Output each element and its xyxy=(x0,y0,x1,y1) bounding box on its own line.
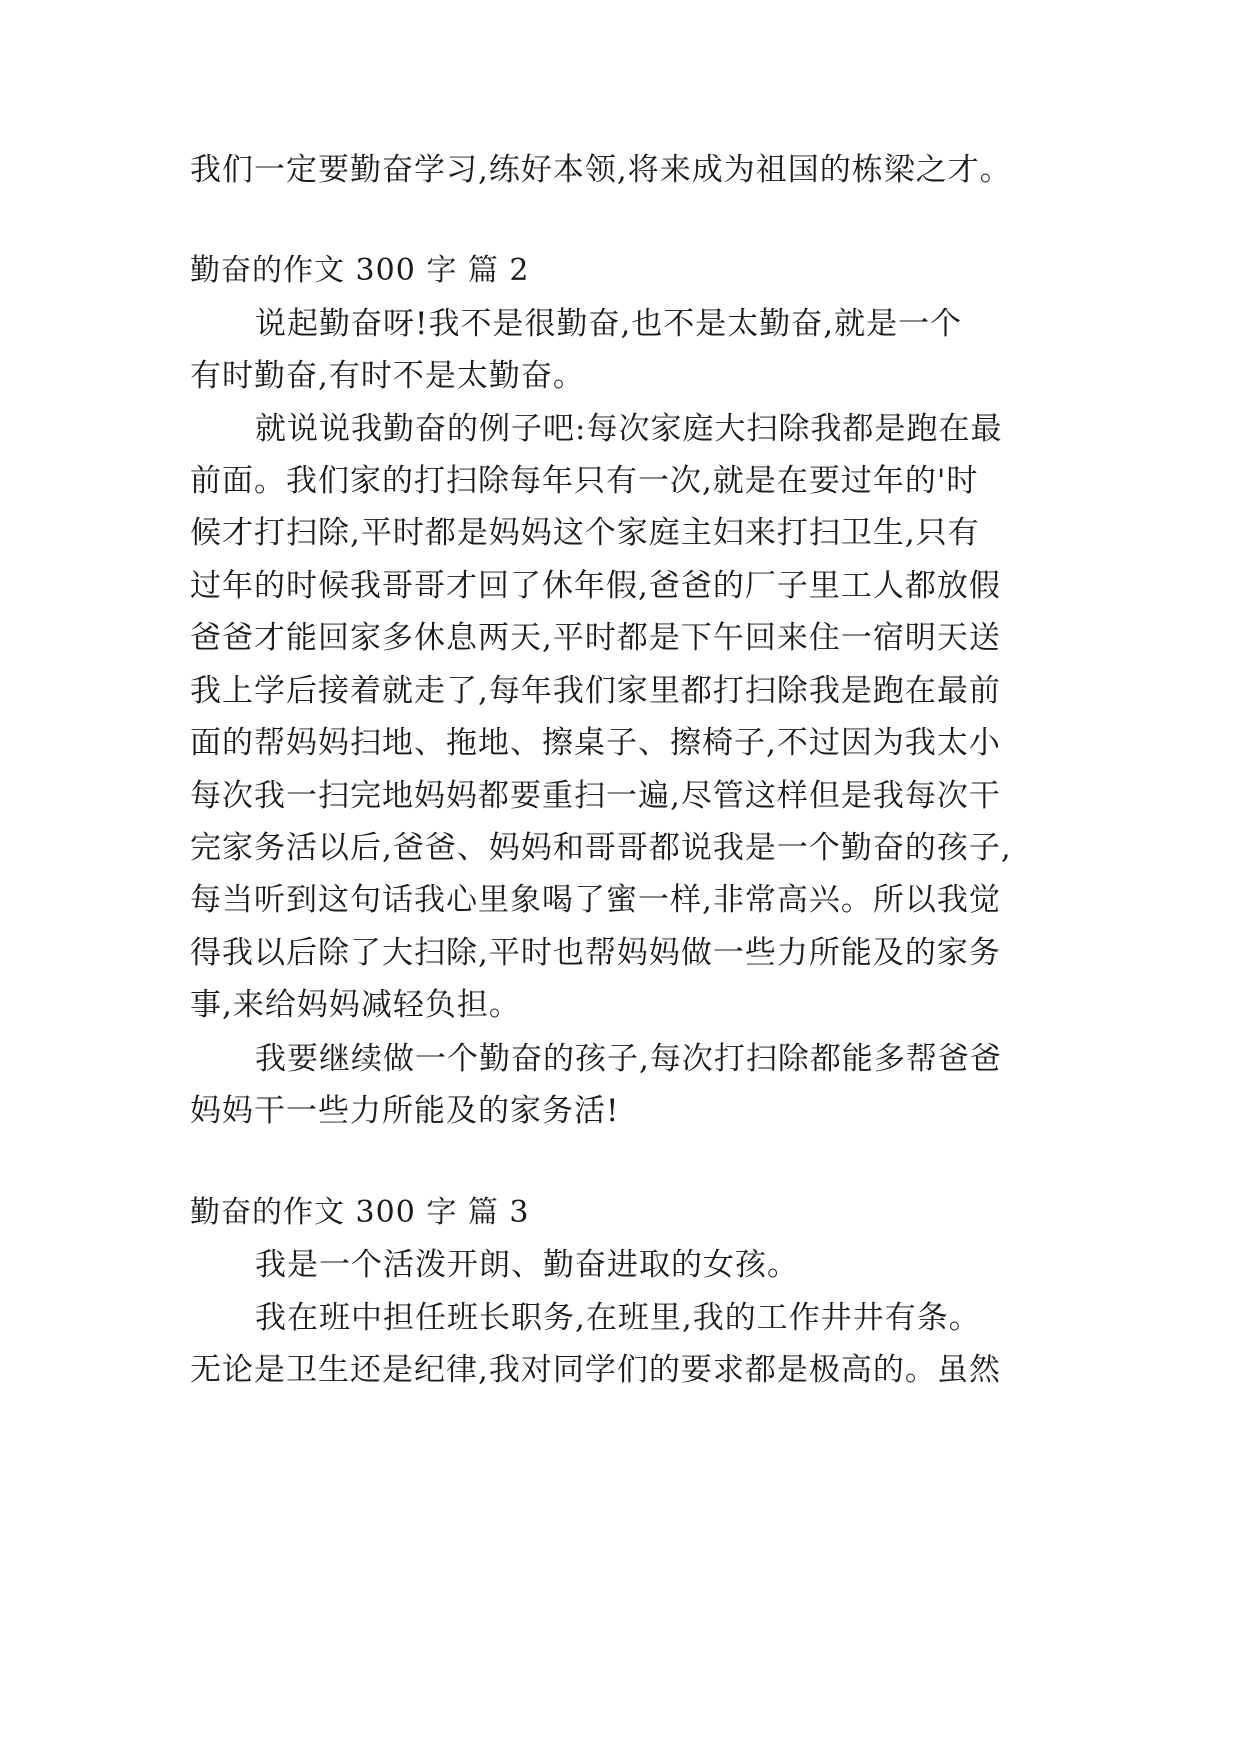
paragraph-line: 过年的时候我哥哥才回了休年假,爸爸的厂子里工人都放假 xyxy=(190,568,1001,604)
paragraph-line: 我上学后接着就走了,每年我们家里都打扫除我是跑在最前 xyxy=(190,673,1001,709)
paragraph-line: 得我以后除了大扫除,平时也帮妈妈做一些力所能及的家务 xyxy=(190,935,1001,971)
paragraph-line: 完家务活以后,爸爸、妈妈和哥哥都说我是一个勤奋的孩子, xyxy=(190,830,1012,866)
paragraph-line: 说起勤奋呀!我不是很勤奋,也不是太勤奋,就是一个 xyxy=(255,306,963,342)
paragraph-line: 候才打扫除,平时都是妈妈这个家庭主妇来打扫卫生,只有 xyxy=(190,515,980,551)
paragraph-line: 妈妈干一些力所能及的家务活! xyxy=(190,1093,620,1129)
paragraph-line: 就说说我勤奋的例子吧:每次家庭大扫除我都是跑在最 xyxy=(255,411,1003,447)
paragraph-line: 每当听到这句话我心里象喝了蜜一样,非常高兴。所以我觉 xyxy=(190,882,1001,918)
section-3-heading: 勤奋的作文 300 字 篇 3 xyxy=(190,1195,530,1230)
paragraph-line: 有时勤奋,有时不是太勤奋。 xyxy=(190,358,585,394)
section-2-heading: 勤奋的作文 300 字 篇 2 xyxy=(190,253,530,288)
paragraph-line: 面的帮妈妈扫地、拖地、擦桌子、擦椅子,不过因为我太小 xyxy=(190,725,1001,761)
paragraph-line: 事,来给妈妈减轻负担。 xyxy=(190,987,521,1023)
intro-paragraph-line: 我们一定要勤奋学习,练好本领,将来成为祖国的栋梁之才。 xyxy=(190,152,1012,188)
paragraph-line: 前面。我们家的打扫除每年只有一次,就是在要过年的'时 xyxy=(190,463,979,499)
paragraph-line: 我要继续做一个勤奋的孩子,每次打扫除都能多帮爸爸 xyxy=(255,1041,1002,1077)
paragraph-line: 爸爸才能回家多休息两天,平时都是下午回来住一宿明天送 xyxy=(190,620,1001,656)
paragraph-line: 每次我一扫完地妈妈都要重扫一遍,尽管这样但是我每次干 xyxy=(190,778,1001,814)
paragraph-line: 无论是卫生还是纪律,我对同学们的要求都是极高的。虽然 xyxy=(190,1352,1001,1388)
paragraph-line: 我在班中担任班长职务,在班里,我的工作井井有条。 xyxy=(255,1300,981,1336)
paragraph-line: 我是一个活泼开朗、勤奋进取的女孩。 xyxy=(255,1247,799,1283)
